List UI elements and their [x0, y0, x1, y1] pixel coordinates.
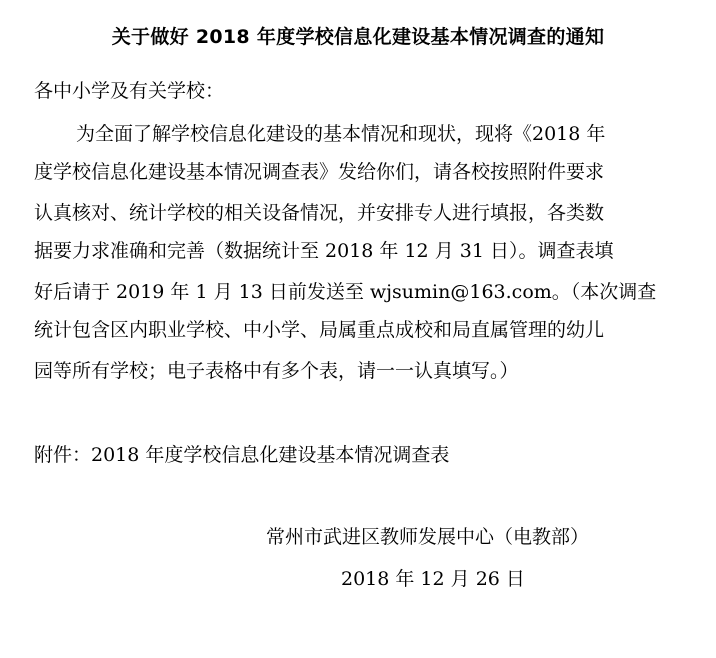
salutation: 各中小学及有关学校： — [34, 80, 225, 102]
body-line: 据要力求准确和完善（数据统计至 2018 年 12 月 31 日）。调查表填 — [34, 240, 614, 262]
signature-date: 2018 年 12 月 26 日 — [341, 568, 525, 590]
attachment-line: 附件：2018 年度学校信息化建设基本情况调查表 — [34, 444, 450, 466]
body-line: 园等所有学校；电子表格中有多个表，请一一认真填写。） — [34, 360, 519, 382]
body-line: 认真核对、统计学校的相关设备情况，并安排专人进行填报，各类数 — [34, 202, 605, 224]
body-line: 度学校信息化建设基本情况调查表》发给你们，请各校按照附件要求 — [34, 161, 605, 183]
signature-organization: 常州市武进区教师发展中心（电教部） — [266, 526, 590, 548]
body-line: 好后请于 2019 年 1 月 13 日前发送至 wjsumin@163.com。（本次调查 — [34, 281, 657, 303]
body-line: 为全面了解学校信息化建设的基本情况和现状，现将《2018 年 — [76, 123, 606, 145]
document-title: 关于做好 2018 年度学校信息化建设基本情况调查的通知 — [111, 26, 605, 48]
body-line: 统计包含区内职业学校、中小学、局属重点成校和局直属管理的幼儿 — [34, 319, 605, 341]
